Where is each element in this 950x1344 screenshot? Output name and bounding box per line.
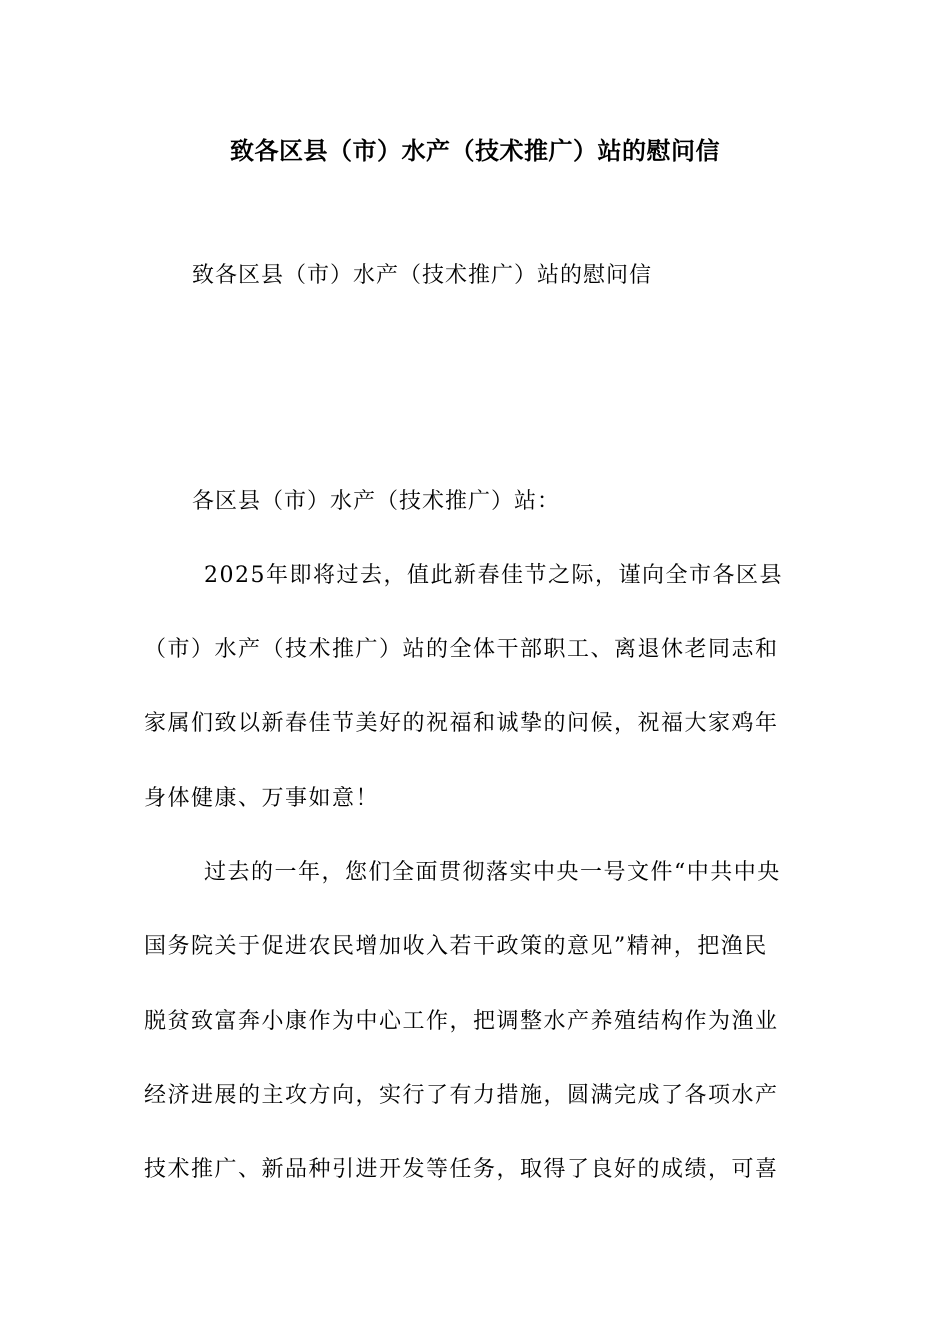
paragraph-line: 经济进展的主攻方向，实行了有力措施，圆满完成了各项水产 (144, 1083, 779, 1108)
paragraph-line: 身体健康、万事如意！ (144, 786, 380, 811)
paragraph-line: 国务院关于促进农民增加收入若干政策的意见”精神，把渔民 (144, 934, 768, 959)
paragraph-line: 脱贫致富奔小康作为中心工作，把调整水产养殖结构作为渔业 (144, 1009, 779, 1034)
document-title: 致各区县（市）水产（技术推广）站的慰问信 (230, 136, 720, 165)
paragraph-line: 2025年即将过去，值此新春佳节之际，谨向全市各区县 (204, 563, 783, 588)
paragraph-line: 技术推广、新品种引进开发等任务，取得了良好的成绩，可喜 (144, 1157, 779, 1182)
document-subtitle: 致各区县（市）水产（技术推广）站的慰问信 (192, 263, 653, 288)
paragraph-line: 家属们致以新春佳节美好的祝福和诚挚的问候，祝福大家鸡年 (144, 711, 779, 736)
paragraph-line: （市）水产（技术推广）站的全体干部职工、离退休老同志和 (144, 637, 779, 662)
salutation: 各区县（市）水产（技术推广）站： (192, 489, 561, 514)
paragraph-line: 过去的一年，您们全面贯彻落实中央一号文件“中共中央 (204, 860, 781, 885)
